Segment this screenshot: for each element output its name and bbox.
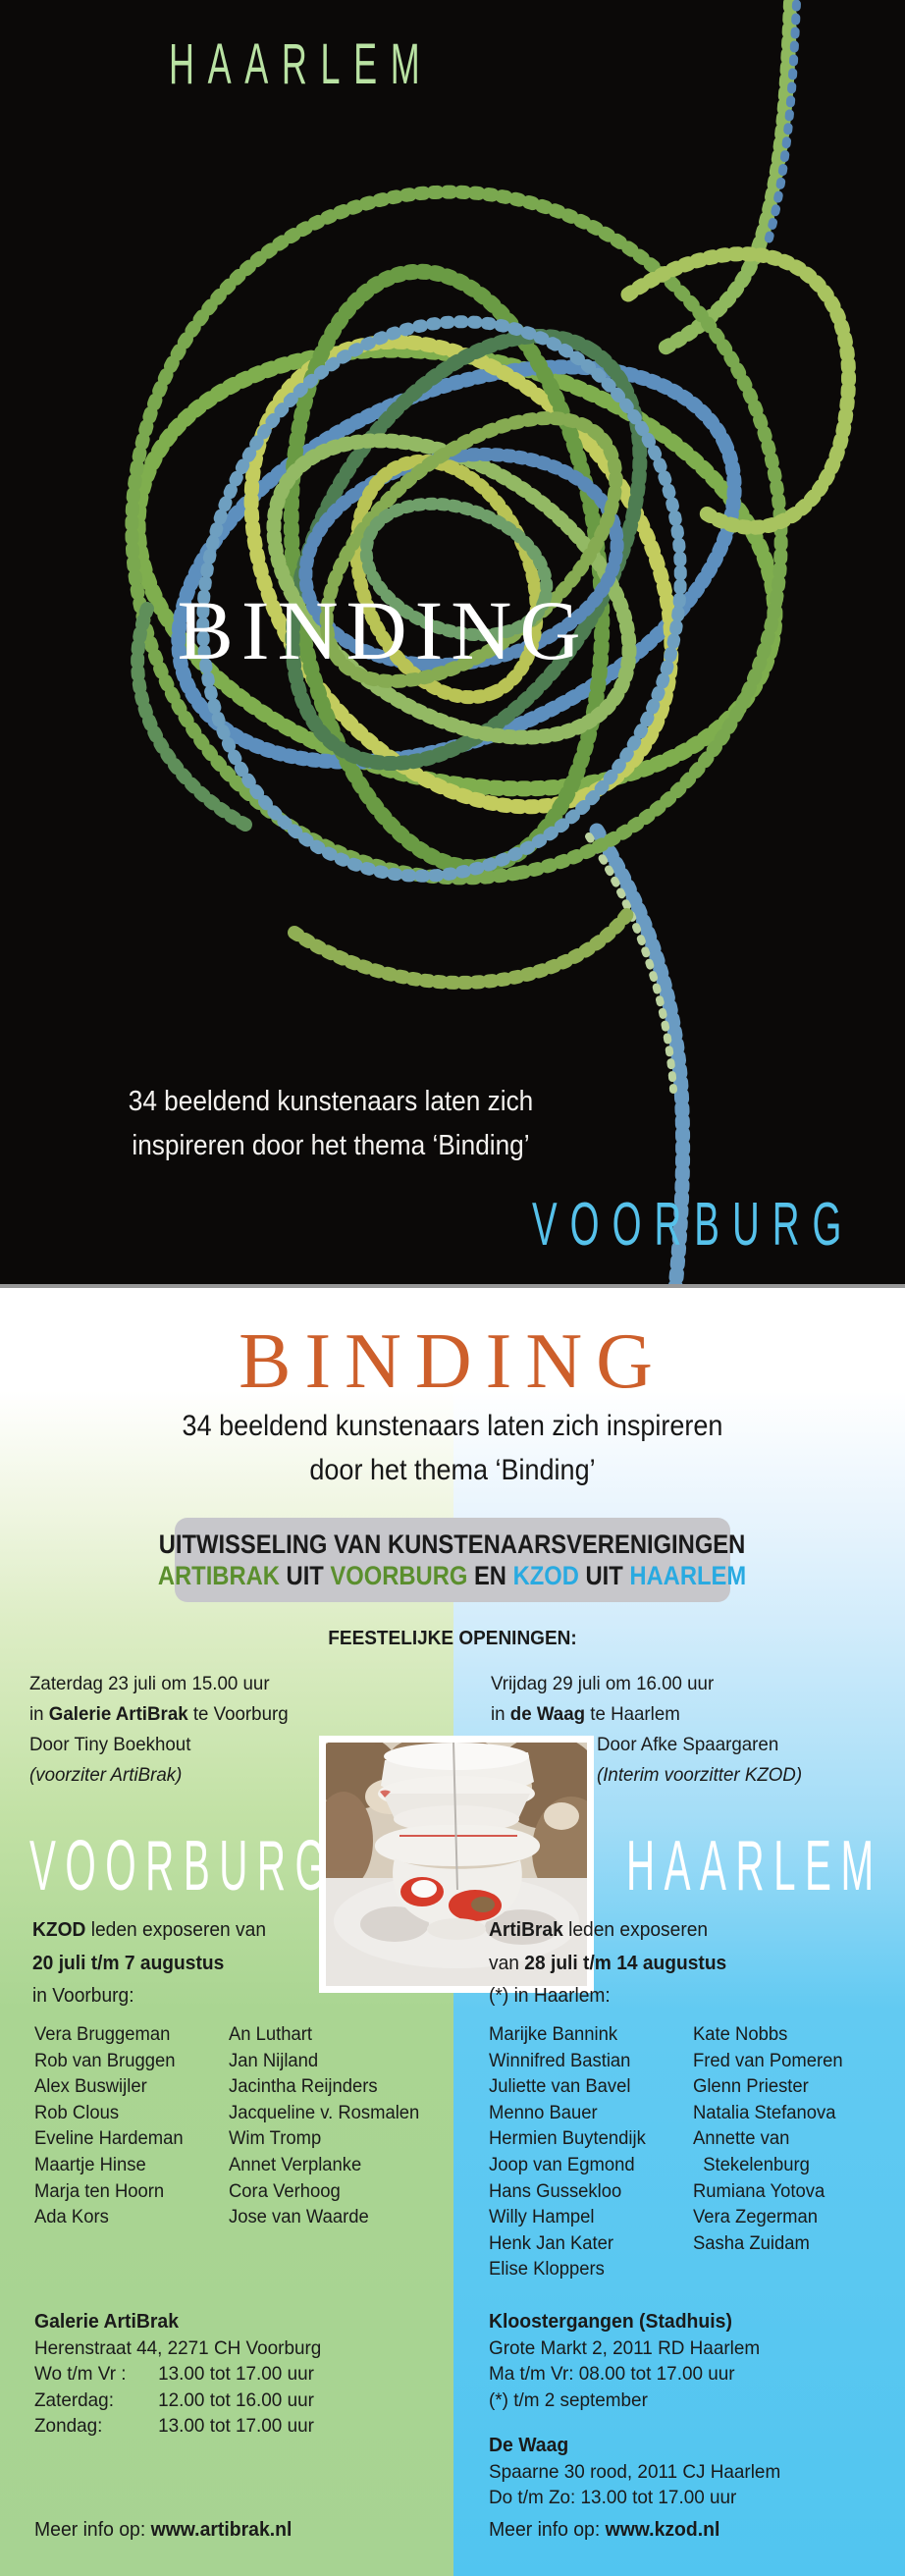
- artist-name: Menno Bauer: [489, 2102, 598, 2123]
- exchange-seg-en: EN: [467, 1561, 514, 1590]
- venue-de-waag: [489, 2433, 780, 2511]
- voorburg-intro-kzod: KZOD: [32, 1919, 86, 1941]
- opening-voorburg-line2: [29, 1699, 289, 1730]
- opening-haarlem: [491, 1669, 714, 1730]
- artibrak-url: www.artibrak.nl: [150, 2519, 293, 2541]
- exchange-seg-uit1: UIT: [280, 1561, 331, 1590]
- venue-hours-row: [34, 2388, 321, 2414]
- haarlem-intro: [489, 1914, 726, 2013]
- info-section: [0, 1288, 905, 2576]
- opening-haarlem-line2-post: te Haarlem: [585, 1703, 680, 1725]
- artist-name: Eveline Hardeman: [34, 2128, 184, 2150]
- opening-voorburg-line2-post: te Voorburg: [187, 1703, 289, 1725]
- artist-name: An Luthart: [229, 2024, 313, 2045]
- artist-name: Jacintha Reijnders: [229, 2076, 378, 2098]
- hours-time: 13.00 tot 17.00 uur: [158, 2415, 314, 2437]
- haarlem-artists-column2: [693, 2022, 843, 2257]
- artist-name: Hans Gussekloo: [489, 2180, 622, 2202]
- artist-name: Hermien Buytendijk: [489, 2128, 646, 2150]
- section-subtitle: [45, 1404, 860, 1492]
- voorburg-artists-column2: [229, 2022, 419, 2231]
- poster-tagline: [87, 1080, 575, 1168]
- hours-label: Zaterdag:: [34, 2388, 114, 2411]
- artist-name: Elise Kloppers: [489, 2259, 605, 2281]
- section-subtitle-line2: door het thema ‘Binding’: [309, 1454, 596, 1486]
- venue-hours: Do t/m Zo: 13.00 tot 17.00 uur: [489, 2487, 737, 2508]
- artist-name: Stekelenburg: [693, 2154, 810, 2175]
- artist-name: Marja ten Hoorn: [34, 2180, 165, 2202]
- artist-name: Rob van Bruggen: [34, 2050, 176, 2071]
- more-info-artibrak: [34, 2519, 292, 2542]
- artist-name: Cora Verhoog: [229, 2180, 341, 2202]
- voorburg-banner: VOORBURG: [29, 1827, 336, 1905]
- venue-hours-row: [34, 2361, 321, 2388]
- hours-time: 13.00 tot 17.00 uur: [158, 2363, 314, 2385]
- artist-name: Winnifred Bastian: [489, 2050, 631, 2071]
- voorburg-intro-dates: 20 juli t/m 7 augustus: [32, 1952, 225, 1974]
- artist-name: Joop van Egmond: [489, 2154, 635, 2175]
- more-info-kzod: [489, 2519, 719, 2542]
- venue-hours: Ma t/m Vr: 08.00 tot 17.00 uur: [489, 2363, 735, 2385]
- venue-address: Spaarne 30 rood, 2011 CJ Haarlem: [489, 2460, 781, 2483]
- opening-haarlem-line3: Door Afke Spaargaren: [597, 1734, 779, 1755]
- artist-name: Vera Zegerman: [693, 2207, 819, 2228]
- voorburg-artists-column1: [34, 2022, 184, 2231]
- voorburg-intro-line1: [32, 1914, 266, 1948]
- kzod-url: www.kzod.nl: [605, 2519, 720, 2541]
- artist-name: Glenn Priester: [693, 2076, 809, 2098]
- artist-name: Annette van: [693, 2128, 790, 2150]
- haarlem-artists-column1: [489, 2022, 646, 2283]
- haarlem-intro-rest: leden exposeren: [562, 1919, 709, 1941]
- artist-name: Annet Verplanke: [229, 2154, 362, 2175]
- exchange-banner: [158, 1518, 747, 1602]
- poster-city-haarlem: HAARLEM: [169, 32, 434, 96]
- artist-name: Kate Nobbs: [693, 2024, 788, 2045]
- venue-address: Herenstraat 44, 2271 CH Voorburg: [34, 2336, 322, 2359]
- opening-voorburg: [29, 1669, 289, 1791]
- venue-hours-row: [34, 2413, 321, 2440]
- artist-name: Rob Clous: [34, 2102, 120, 2123]
- haarlem-banner: HAARLEM: [626, 1827, 883, 1905]
- artist-name: Juliette van Bavel: [489, 2076, 631, 2098]
- opening-voorburg-line2-pre: in: [29, 1703, 49, 1725]
- exchange-seg-uit2: UIT: [579, 1561, 630, 1590]
- artist-name: Willy Hampel: [489, 2207, 595, 2228]
- more-info-label: Meer info op:: [489, 2519, 606, 2541]
- artist-name: Jose van Waarde: [229, 2207, 369, 2228]
- venue-address: Grote Markt 2, 2011 RD Haarlem: [489, 2336, 761, 2359]
- exchange-seg-haarlem: HAARLEM: [629, 1561, 747, 1590]
- more-info-label: Meer info op:: [34, 2519, 151, 2541]
- venue-name: Galerie ArtiBrak: [34, 2311, 180, 2333]
- artist-name: Vera Bruggeman: [34, 2024, 171, 2045]
- opening-voorburg-line4: (voorziter ArtiBrak): [29, 1764, 183, 1786]
- opening-haarlem-line2-pre: in: [491, 1703, 510, 1725]
- opening-haarlem-line2: [491, 1699, 714, 1730]
- artist-name: Ada Kors: [34, 2207, 109, 2228]
- haarlem-intro-van: van: [489, 1952, 525, 1974]
- exchange-seg-kzod: KZOD: [513, 1561, 580, 1590]
- haarlem-intro-line1: [489, 1914, 726, 1948]
- festive-openings-heading: FEESTELIJKE OPENINGEN:: [328, 1628, 577, 1649]
- venue-kloostergangen: [489, 2309, 760, 2413]
- venue-note: (*) t/m 2 september: [489, 2388, 648, 2411]
- voorburg-intro-line3: in Voorburg:: [32, 1985, 134, 2007]
- artist-name: Jan Nijland: [229, 2050, 319, 2071]
- opening-voorburg-line3: Door Tiny Boekhout: [29, 1734, 191, 1755]
- hours-label: Wo t/m Vr :: [34, 2363, 127, 2385]
- exchange-seg-voorburg: VOORBURG: [330, 1561, 468, 1590]
- artist-name: Marijke Bannink: [489, 2024, 618, 2045]
- haarlem-intro-dates: [489, 1948, 726, 1981]
- artist-name: Maartje Hinse: [34, 2154, 146, 2175]
- opening-haarlem-line2-venue: de Waag: [509, 1703, 586, 1725]
- hours-label: Zondag:: [34, 2415, 103, 2437]
- haarlem-intro-artibrak: ArtiBrak: [489, 1919, 563, 1941]
- artist-name: Jacqueline v. Rosmalen: [229, 2102, 420, 2123]
- haarlem-intro-dates-bold: 28 juli t/m 14 augustus: [524, 1952, 727, 1974]
- opening-haarlem-line1: Vrijdag 29 juli om 16.00 uur: [491, 1673, 715, 1694]
- voorburg-intro-rest: leden exposeren van: [85, 1919, 267, 1941]
- exchange-banner-line2: [158, 1560, 746, 1591]
- artist-name: Wim Tromp: [229, 2128, 322, 2150]
- exchange-banner-line1: UITWISSELING VAN KUNSTENAARSVERENIGINGEN: [159, 1530, 746, 1559]
- poster-tagline-line2: inspireren door het thema ‘Binding’: [132, 1130, 530, 1161]
- artist-name: Natalia Stefanova: [693, 2102, 836, 2123]
- venue-galerie-artibrak: [34, 2309, 321, 2440]
- poster-title-binding: BINDING: [177, 583, 589, 677]
- section-subtitle-line1: 34 beeldend kunstenaars laten zich inspireren: [182, 1410, 723, 1442]
- opening-haarlem-line4: (Interim voorzitter KZOD): [597, 1764, 803, 1786]
- artist-name: Fred van Pomeren: [693, 2050, 843, 2071]
- exchange-seg-artibrak: ARTIBRAK: [158, 1561, 281, 1590]
- artist-name: Sasha Zuidam: [693, 2232, 810, 2254]
- section-title-binding: BINDING: [239, 1318, 666, 1405]
- poster-city-voorburg: VOORBURG: [532, 1191, 855, 1259]
- haarlem-intro-line3: (*) in Haarlem:: [489, 1985, 611, 2007]
- voorburg-intro: [32, 1914, 266, 2013]
- opening-haarlem-speaker: [597, 1730, 802, 1791]
- venue-name: Kloostergangen (Stadhuis): [489, 2311, 732, 2333]
- artist-name: Henk Jan Kater: [489, 2232, 614, 2254]
- artist-name: Alex Buswijler: [34, 2076, 147, 2098]
- venue-name: De Waag: [489, 2435, 569, 2456]
- hours-time: 12.00 tot 16.00 uur: [158, 2388, 314, 2411]
- opening-voorburg-line1: Zaterdag 23 juli om 15.00 uur: [29, 1673, 270, 1694]
- artist-name: Rumiana Yotova: [693, 2180, 825, 2202]
- poster-tagline-line1: 34 beeldend kunstenaars laten zich: [128, 1086, 534, 1117]
- opening-voorburg-line2-venue: Galerie ArtiBrak: [48, 1703, 188, 1725]
